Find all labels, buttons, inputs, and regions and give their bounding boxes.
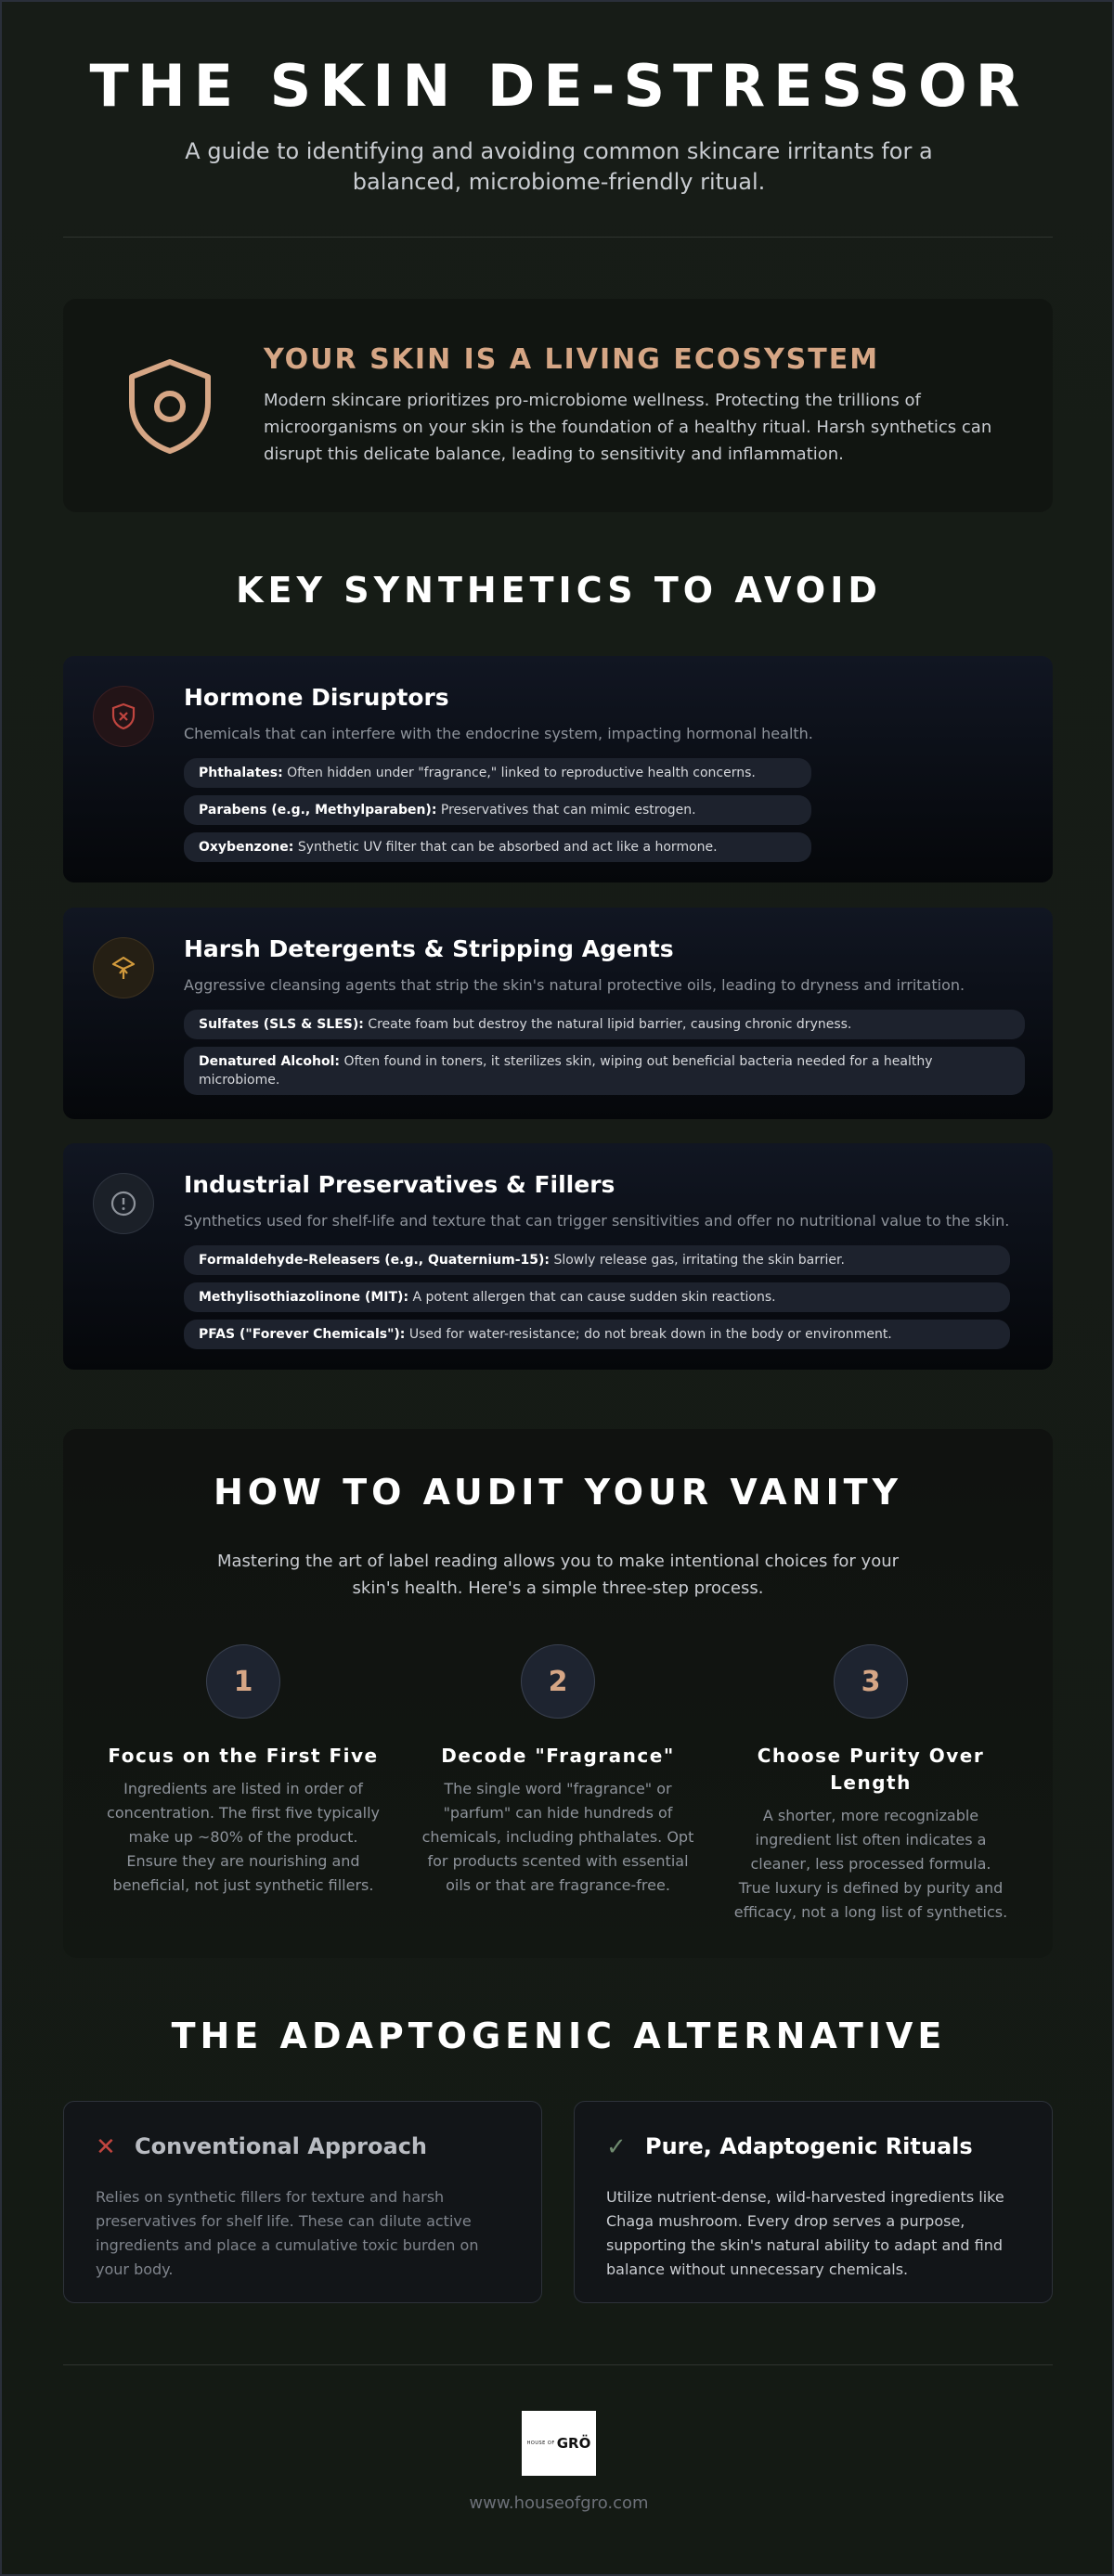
soap-drop-icon xyxy=(93,937,154,998)
audit-title: HOW TO AUDIT YOUR VANITY xyxy=(213,1472,903,1513)
audit-step xyxy=(104,1644,382,1898)
conventional-card xyxy=(63,2101,542,2303)
pure-title: Pure, Adaptogenic Rituals xyxy=(645,2133,973,2159)
card-title: Hormone Disruptors xyxy=(184,684,449,711)
audit-step xyxy=(732,1644,1010,1925)
step-text: Ingredients are listed in order of concentration. The first five typically make up ~80% of the product. Ensure they are nourishing and beneficial, not just synthetic fillers. xyxy=(107,1780,380,1894)
synthetic-card-preservatives xyxy=(63,1143,1053,1370)
ingredient-list xyxy=(184,1010,1025,1102)
step-title: Choose Purity Over Length xyxy=(757,1745,985,1794)
ingredient-pill: Formaldehyde-Releasers (e.g., Quaternium-15): Slowly release gas, irritating the skin barrier. xyxy=(184,1245,1010,1275)
shield-x-icon xyxy=(93,686,154,747)
pure-card xyxy=(574,2101,1053,2303)
footer-url-link[interactable]: www.houseofgro.com xyxy=(469,2493,649,2513)
conventional-text: Relies on synthetic fillers for texture and harsh preservatives for shelf life. These can dilute active ingredients and place a cumulative toxic burden on your body. xyxy=(96,2188,479,2278)
page-subtitle: A guide to identifying and avoiding common skincare irritants for a balanced, microbiome-friendly ritual. xyxy=(185,138,933,195)
synthetic-card-detergents xyxy=(63,908,1053,1119)
audit-intro: Mastering the art of label reading allows you to make intentional choices for your skin's health. Here's a simple three-step process. xyxy=(216,1552,900,1598)
ingredient-pill: PFAS ("Forever Chemicals"): Used for water-resistance; do not break down in the body or environment. xyxy=(184,1320,1010,1349)
step-number: 3 xyxy=(834,1644,908,1719)
ecosystem-heading: YOUR SKIN IS A LIVING ECOSYSTEM xyxy=(264,343,880,376)
divider xyxy=(63,2364,1053,2365)
ingredient-pill: Phthalates: Often hidden under "fragrance," linked to reproductive health concerns. xyxy=(184,758,811,788)
page-title: THE SKIN DE-STRESSOR xyxy=(89,52,1029,120)
shield-icon xyxy=(119,354,221,457)
close-icon: ✕ xyxy=(96,2133,116,2161)
alternative-title: THE ADAPTOGENIC ALTERNATIVE xyxy=(171,2016,947,2056)
ecosystem-card xyxy=(63,299,1053,512)
synthetics-title: KEY SYNTHETICS TO AVOID xyxy=(236,570,882,611)
ingredient-list xyxy=(184,758,811,869)
step-title: Focus on the First Five xyxy=(108,1745,379,1767)
ingredient-pill: Oxybenzone: Synthetic UV filter that can be absorbed and act like a hormone. xyxy=(184,832,811,862)
step-number: 1 xyxy=(206,1644,280,1719)
pure-text: Utilize nutrient-dense, wild-harvested ingredients like Chaga mushroom. Every drop serves a purpose, supporting the skin's natural ability to adapt and find balance without unnecessary chemicals. xyxy=(606,2188,1004,2278)
divider xyxy=(63,237,1053,238)
alert-circle-icon xyxy=(93,1173,154,1234)
check-icon: ✓ xyxy=(606,2133,627,2161)
step-text: The single word "fragrance" or "parfum" can hide hundreds of chemicals, including phthalates. Opt for products scented with essential oils or that are fragrance-free. xyxy=(421,1780,694,1894)
step-number: 2 xyxy=(521,1644,595,1719)
card-description: Aggressive cleansing agents that strip the skin's natural protective oils, leading to dryness and irritation. xyxy=(184,976,965,994)
ingredient-list xyxy=(184,1245,1010,1357)
card-description: Chemicals that can interfere with the endocrine system, impacting hormonal health. xyxy=(184,725,813,742)
conventional-title: Conventional Approach xyxy=(135,2133,428,2159)
ecosystem-text: Modern skincare prioritizes pro-microbiome wellness. Protecting the trillions of microorganisms on your skin is the foundation of a healthy ritual. Harsh synthetics can disrupt this delicate balance, leading to sensitivity and inflammation. xyxy=(264,391,992,464)
audit-section xyxy=(63,1429,1053,1958)
ingredient-pill: Methylisothiazolinone (MIT): A potent allergen that can cause sudden skin reactions. xyxy=(184,1282,1010,1312)
ingredient-pill: Denatured Alcohol: Often found in toners, it sterilizes skin, wiping out beneficial bacteria needed for a healthy microbiome. xyxy=(184,1047,1025,1095)
card-title: Harsh Detergents & Stripping Agents xyxy=(184,935,674,962)
card-description: Synthetics used for shelf-life and texture that can trigger sensitivities and offer no nutritional value to the skin. xyxy=(184,1212,1010,1230)
brand-logo[interactable]: HOUSE OF GRÖ xyxy=(522,2411,596,2476)
card-title: Industrial Preservatives & Fillers xyxy=(184,1171,615,1198)
step-text: A shorter, more recognizable ingredient list often indicates a cleaner, less processed formula. True luxury is defined by purity and efficacy, not a long list of synthetics. xyxy=(733,1807,1008,1921)
synthetic-card-hormone xyxy=(63,656,1053,882)
audit-step xyxy=(419,1644,697,1898)
hero xyxy=(2,52,1114,198)
step-title: Decode "Fragrance" xyxy=(441,1745,675,1767)
ingredient-pill: Sulfates (SLS & SLES): Create foam but destroy the natural lipid barrier, causing chronic dryness. xyxy=(184,1010,1025,1039)
ingredient-pill: Parabens (e.g., Methylparaben): Preservatives that can mimic estrogen. xyxy=(184,795,811,825)
